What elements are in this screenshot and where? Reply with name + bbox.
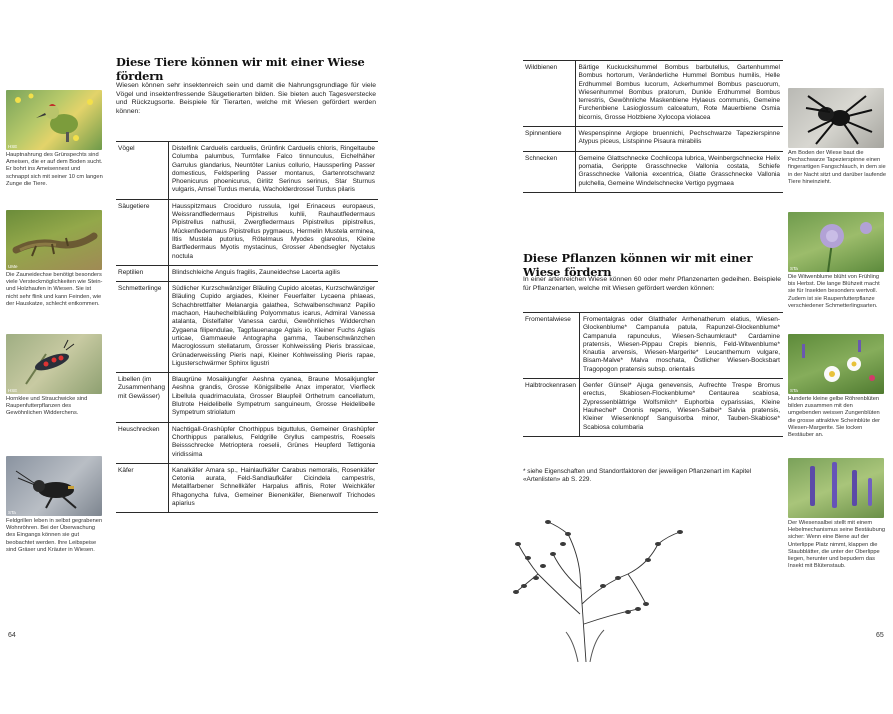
sidebar-figure <box>6 90 104 188</box>
quaking-grass-illustration <box>508 514 698 662</box>
table-category: Spinnentiere <box>523 127 575 152</box>
table-row <box>116 265 378 281</box>
photo-credit: HSE <box>8 144 18 149</box>
lizard-photo <box>6 210 102 270</box>
table-category: Halbtrockenrasen <box>523 379 579 437</box>
table-species: Genfer Günsel* Ajuga genevensis, Aufrechte Trespe Bromus erectus, Skabiosen-Flockenblume* Centaurea scabiosa, Zypressenblättrige Wolfsmilch* Euphorbia cyparissias, Kleine Hauhechel* Ononis repens, Wiesen-Salbei* Salvia pratensis, Kleiner Wiesenknopf Sanguisorba minor, Tauben-Skabiose* Scabiosa columbaria <box>579 379 783 437</box>
meadow-flowers-icon <box>788 334 884 394</box>
sidebar-caption: Feldgrillen leben in selbst gegrabenen Wohnröhren. Bei der Überwachung des Eingangs können sie gut beobachtet werden. Ihre Leibspeise sind Gräser und Kräuter in Wiesen. <box>6 518 103 553</box>
table-row <box>116 463 378 512</box>
sidebar-caption: Hornklee und Strauchwicke sind Raupenfutterpflanzen des Gewöhnlichen Widderchens. <box>6 396 88 417</box>
table-category: Heuschrecken <box>116 422 168 463</box>
animals-table-continued <box>523 60 783 193</box>
plants-table <box>523 312 783 437</box>
photo-credit: STa <box>790 388 798 393</box>
sidebar-figure <box>788 212 886 310</box>
sidebar-figure <box>788 458 886 570</box>
table-category: Reptilien <box>116 265 168 281</box>
page-number-left: 64 <box>8 632 16 639</box>
table-species: Blaugrüne Mosaikjungfer Aeshna cyanea, Braune Mosaikjungfer Aeshna grandis, Grosse Königslibelle Anax imperator, Vierfleck Libellula quadrimaculata, Grosser Blaupfeil Orthetrum cancellatum, Blutrote Heidelibelle Sympetrum sanguineum, Grosse Heidelibelle Sympetrum striolatum <box>168 373 378 422</box>
table-category: Libellen (im Zusammenhang mit Gewässer) <box>116 373 168 422</box>
table-species: Distelfink Carduelis carduelis, Grünfink Carduelis chloris, Ringeltaube Columba palumbus, Turmfalke Falco tinnunculus, Eichelhäher Garrulus glandarius, Neuntöter Lanius collurio, Haussperling Passer domesticus, Feldsperling Passer montanus, Gartenrotschwanz Phoenicurus phoenicurus, Girlitz Serinus serinus, Star Sturnus vulgaris, Amsel Turdus merula, Wacholderdrossel Turdus pilaris <box>168 142 378 200</box>
table-row <box>523 379 783 437</box>
table-species: Fromentalgras oder Glatthafer Arrhenatherum elatius, Wiesen-Glockenblume* Campanula patula, Rapunzel-Glockenblume* Campanula rapunculus, Wiesen-Schaumkraut* Cardamine pratensis, Wiesen-Pippau Crepis biennis, Feld-Witwenblume* Knautia arvensis, Wiesen-Margerite* Leucanthemum vulgare, Bisam-Malve* Malva moschata, Östlicher Wiesen-Bocksbart Tragopogon pratensis subsp. orientalis <box>579 313 783 379</box>
sidebar-figure <box>788 88 886 186</box>
table-row <box>116 422 378 463</box>
table-species: Kanalkäfer Amara sp., Hainlaufkäfer Carabus nemoralis, Rosenkäfer Cetonia aurata, Feld-Sandlaufkäfer Cicindela campestris, Metallfarbener Schnellkäfer Harpalus affinis, Roter Weichkäfer Rhagonycha fulva, Gemeiner Bienenkäfer, Bienenwolf Trichodes apiarius <box>168 463 378 512</box>
sidebar-figure <box>788 334 886 439</box>
sidebar-caption: Der Wiesensalbei stellt mit einem Hebelmechanismus seine Bestäubung sicher: Wenn eine Biene auf der Unterlippe Platz nimmt, klappen die Staubblätter, die unter der Oberlippe liegen, herunter und bepudern das Insekt mit Blütenstaub. <box>788 520 886 570</box>
photo-credit: HSE <box>8 388 18 393</box>
table-row <box>116 199 378 265</box>
photo-credit: STa <box>790 266 798 271</box>
table-row <box>523 313 783 379</box>
footnote: * siehe Eigenschaften und Standortfaktoren der jeweiligen Pflanzenart im Kapitel «Artenlisten» ab S. 229. <box>523 468 752 484</box>
sage-photo <box>788 458 884 518</box>
sidebar-caption: Die Zauneidechse benötigt besonders viele Versteckmöglichkeiten wie Stein- und Holzhaufen in Wiesen. Sie ist nicht sehr flink und kann Feinden, wie der Hauskatze, schlecht entkommen. <box>6 272 103 307</box>
sidebar-figure <box>6 456 104 554</box>
meadow-flowers-photo <box>788 334 884 394</box>
right-page-title: Diese Pflanzen können wir mit einer Wiese fördern <box>523 251 753 279</box>
sidebar-caption: Hunderte kleine gelbe Röhrenblüten bilden zusammen mit den umgebenden weissen Zungenblüten die grosse attraktive Scheinblüte der Wiesen-Margerite. Sie locken Bestäuber an. <box>788 396 880 439</box>
woodpecker-photo <box>6 90 102 150</box>
table-category: Vögel <box>116 142 168 200</box>
table-row <box>116 142 378 200</box>
table-row <box>523 61 783 127</box>
photo-credit: UMe <box>8 264 18 269</box>
photo-credit: STa <box>8 510 16 515</box>
spider-photo <box>788 88 884 148</box>
scabious-flower-photo <box>788 212 884 272</box>
sidebar-caption: Am Boden der Wiese baut die Pechschwarze Tapezierspinne einen fingerartigen Fangschlauch, in dem sie in der Nacht sitzt und darüber laufende Tiere hineinzieht. <box>788 150 887 185</box>
left-page-title: Diese Tiere können wir mit einer Wiese fördern <box>116 55 365 83</box>
table-species: Bärtige Kuckuckshummel Bombus barbutellus, Gartenhummel Bombus hortorum, Veränderliche Hummel Bombus humilis, Helle Erdhummel Bombus lucorum, Ackerhummel Bombus pascuorum, Wiesenhummel Bombus pratorum, Dunkle Erdhummel Bombus terrestris, Gewöhnliche Maskenbiene Hylaeus communis, Gemeine Furchenbiene Lasioglossum calceatum, Rote Mauerbiene Osmia bicornis, Grosse Holzbiene Xylocopa violacea <box>575 61 783 127</box>
table-category: Wildbienen <box>523 61 575 127</box>
table-row <box>116 373 378 422</box>
table-species: Nachtigall-Grashüpfer Chorthippus biguttulus, Gemeiner Grashüpfer Chorthippus parallelus, Feldgrille Gryllus campestris, Roesels Beissschrecke Metrioptera roeselii, Grünes Heupferd Tettigonia viridissima <box>168 422 378 463</box>
sidebar-figure <box>6 210 104 308</box>
spider-icon <box>788 88 884 148</box>
table-category: Käfer <box>116 463 168 512</box>
table-category: Schmetterlinge <box>116 282 168 373</box>
right-page-intro: In einer artenreichen Wiese können 60 oder mehr Pflanzenarten gedeihen. Beispiele für Pflanzenarten, welche mit Wiesen gefördert werden können: <box>523 276 781 292</box>
table-species: Südlicher Kurzschwänziger Bläuling Cupido alcetas, Kurzschwänziger Bläuling Cupido argiades, Kleiner Feuerfalter Lycaena phlaeas, Schachbrettfalter Melanargia galathea, Schwalbenschwanz Papilio machaon, Hauhechelbläuling Polyommatus icarus, Admiral Vanessa atalanta, Distelfalter Vanessa cardui, Gewöhnliches Widderchen Zygaena filipendulae, Tagpfauenauge Aglais io, Kleiner Fuchs Aglais urticae, Gammaeule Antographa gamma, Taubenschwänzchen Macroglossum stellatarum, Grosser Kohlweissling Pieris brassicae, Grünaderweissling Pieris napi, Kleiner Kohlweissling Pieris rapae, Ligusterschwärmer Sphinx ligustri <box>168 282 378 373</box>
scabious-flower-icon <box>788 212 884 272</box>
table-species: Blindschleiche Anguis fragilis, Zauneidechse Lacerta agilis <box>168 265 378 281</box>
table-category: Fromentalwiese <box>523 313 579 379</box>
lizard-icon <box>6 210 102 270</box>
sage-icon <box>788 458 884 518</box>
table-species: Wespenspinne Argiope bruennichi, Pechschwarze Tapezierspinne Atypus piceus, Listspinne Pisaura mirabilis <box>575 127 783 152</box>
page-number-right: 65 <box>876 632 884 639</box>
table-category: Schnecken <box>523 151 575 192</box>
table-species: Gemeine Glattschnecke Cochlicopa lubrica, Weinbergschnecke Helix pomatia, Gerippte Grasschnecke Vallonia costata, Schiefe Grasschnecke Vallonia excentrica, Glatte Grasschnecke Vallonia pulchella, Gemeine Windelschnecke Vertigo pygmaea <box>575 151 783 192</box>
sidebar-caption: Hauptnahrung des Grünspechts sind Ameisen, die er auf dem Boden sucht. Er bohrt ins Ameisennest und schnappt sich mit seiner 10 cm langen Zunge die Tiere. <box>6 152 103 187</box>
animals-table <box>116 141 378 513</box>
table-row <box>523 127 783 152</box>
table-category: Säugetiere <box>116 199 168 265</box>
left-page-intro: Wiesen können sehr insektenreich sein und damit die Nahrungsgrundlage für viele Vögel und insektenfressende Säugetierarten bilden. Sie bieten auch Tagesverstecke und Rückzugsorte. Beispiele für Tierarten, welche mit Wiesen gefördert werden können: <box>116 82 376 115</box>
cricket-icon <box>6 456 102 516</box>
cricket-photo <box>6 456 102 516</box>
table-species: Hausspitzmaus Crociduro russula, Igel Erinaceus europaeus, Weissrandfledermaus Pipistrellus kuhlii, Rauhautfledermaus Pipistrellus nathusii, Zwergfledermaus Pipistrellus pipistrellus, Mückenfledermaus Pipistrellus pygmaeus, Hermelin Mustela erminea, Iltis Mustela putorius, Rötelmaus Myodes glareolus, Kleine Bartfledermaus Myotis mystacinus, Grosser Abendsegler Nyctalus noctula <box>168 199 378 265</box>
table-row <box>116 282 378 373</box>
sidebar-figure <box>6 334 104 418</box>
woodpecker-icon <box>6 90 102 150</box>
sidebar-caption: Die Witwenblume blüht von Frühling bis Herbst. Die lange Blühzeit macht sie für Insekten besonders wertvoll. Zudem ist sie Raupenfutterpflanze verschiedener Schmetterlingsarten. <box>788 274 880 309</box>
burnet-moth-icon <box>6 334 102 394</box>
burnet-moth-photo <box>6 334 102 394</box>
table-row <box>523 151 783 192</box>
